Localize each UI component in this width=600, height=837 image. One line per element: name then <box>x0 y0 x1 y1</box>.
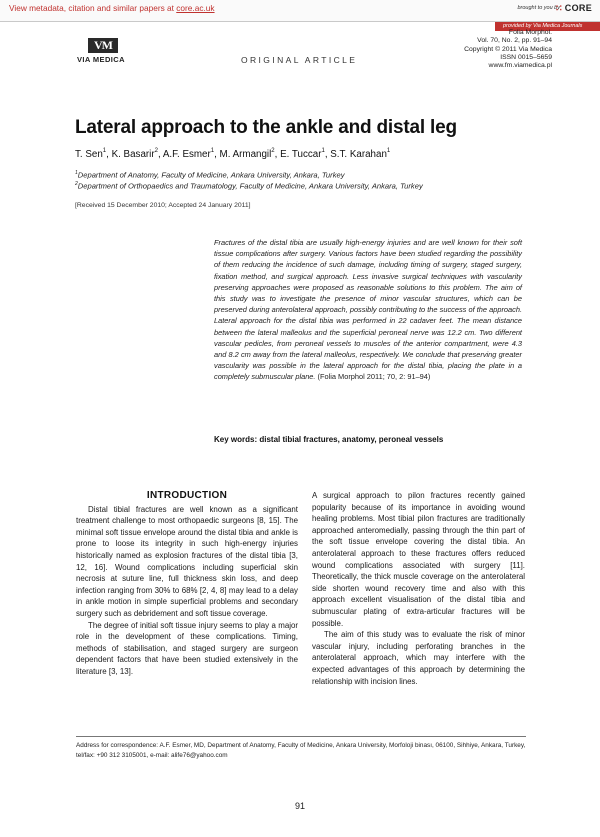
received-dates: [Received 15 December 2010; Accepted 24 January 2011] <box>75 202 251 209</box>
footnote-divider <box>76 736 526 737</box>
article-title: Lateral approach to the ankle and distal leg <box>75 117 457 138</box>
core-url-link[interactable]: core.ac.uk <box>176 3 215 13</box>
journal-volume: Vol. 70, No. 2, pp. 91–94 <box>477 37 552 45</box>
author-separator: , <box>157 149 163 160</box>
journal-copyright: Copyright © 2011 Via Medica <box>464 45 552 53</box>
author-separator: , <box>214 149 220 160</box>
author-name: A.F. Esmer <box>162 149 211 160</box>
core-logo-dot-icon: ∷ <box>555 3 565 13</box>
paragraph: Distal tibial fractures are well known as a significant treatment challenge to most orthopaedic surgeons [8, 15]. The minimal soft tissue envelope around the distal tibia and ankle is prone to loose its integrity in such high-energy injuries historically named as explosion fractures of the distal tibia [3, 12, 16]. Wound complications including superficial skin necrosis at suture line, full thickness skin loss, and deep infection ranging from 30% to 68% [2, 4, 8] may lead to a delay in ankle motion in simple superficial problems and secondary surgery such as debridement and soft tissue coverage. <box>76 504 298 618</box>
publisher-name: VIA MEDICA <box>77 55 125 64</box>
author-separator: , <box>324 149 331 160</box>
abstract-citation: (Folia Morphol 2011; 70, 2: 91–94) <box>315 372 431 382</box>
journal-website[interactable]: www.fm.viamedica.pl <box>488 62 552 70</box>
body-column-right <box>312 490 525 687</box>
author-affiliation-marker: 1 <box>210 148 215 154</box>
affiliation-2: $^2$Department of Orthopaedics and Traumatology, Faculty of Medicine, Ankara University, Ankara, Turkey <box>75 181 423 191</box>
via-medica-logo-icon: VM <box>88 38 118 53</box>
journal-issn: ISSN 0015–5659 <box>500 53 552 61</box>
abstract <box>214 237 522 383</box>
section-heading-introduction: INTRODUCTION <box>146 490 228 501</box>
author-name: K. Basarir <box>111 149 155 160</box>
core-logo[interactable]: ∷ CORE <box>555 3 592 13</box>
core-metadata-link[interactable]: View metadata, citation and similar papers at core.ac.uk <box>9 3 215 13</box>
author-name: T. Sen <box>75 149 103 160</box>
journal-name: Folia Morphol. <box>508 29 552 36</box>
author-separator: , <box>106 149 112 160</box>
paragraph: The degree of initial soft tissue injury seems to play a major role in the development of these complications. Timing, methods of stabilisation, and staged surgery are surgeon dependent factors that have been studied extensively in the literature [3, 13]. <box>76 620 298 676</box>
author-separator: , <box>274 149 281 160</box>
author-affiliation-marker: 1 <box>102 148 107 154</box>
author-affiliation-marker: 2 <box>271 148 275 154</box>
article-type: ORIGINAL ARTICLE <box>241 55 358 65</box>
correspondence-footnote: Address for correspondence: A.F. Esmer, MD, Department of Anatomy, Faculty of Medicine, Ankara University, Morfoloji binası, 06100, Sihhiye, Ankara, Turkey, tel/fax: +90 312 3105001, e-mail: alife76@yahoo.com <box>76 742 526 759</box>
brought-by-text: brought to you by <box>517 5 560 11</box>
provided-by-badge[interactable]: provided by Via Medica Journals <box>495 22 600 31</box>
journal-info <box>464 29 552 70</box>
author-affiliation-marker: 1 <box>321 148 325 154</box>
author-name: S.T. Karahan <box>330 149 387 160</box>
author-name: M. Armangil <box>219 149 272 160</box>
author-name: E. Tuccar <box>280 149 322 160</box>
author-affiliation-marker: 1 <box>386 148 391 154</box>
paragraph: A surgical approach to pilon fractures recently gained popularity because of its importance in avoiding wound healing problems. Most tibial pilon fractures are traditionally approached anteromedially, passing through the thin part of the soft tissue envelope covering the distal tibia. An anterolateral approach to these fractures offers reduced wound complications associated with surgery [11]. Theoretically, the thick muscle coverage on the anterolateral side shorten wound recovery time and also with this approach excellent visualisation of the distal tibia and submuscular plating of extra-articular fractures will be possible. <box>312 491 525 628</box>
author-affiliation-marker: 2 <box>154 148 158 154</box>
paragraph: The aim of this study was to evaluate the risk of minor vascular injury, including perforating branches in the anterolateral approach, which may interfere with the expected advantages of this approach by determining the relationship with incision lines. <box>312 630 525 686</box>
core-banner <box>0 0 600 22</box>
abstract-text: Fractures of the distal tibia are usually high-energy injuries and are well known for their soft tissue complications after surgery. Various factors have been studied regarding the possibility of them reducing the incidence of such damage, including timing of surgery, staged surgery, fixation method, and surgical approach. Less invasive surgical techniques with vascularity preserving approaches were proposed as reasonable solutions to this problem. The aim of this study was to investigate the presence of minor vascular structures, which can be preserved during anterolateral approach, possibly contributing to the success of the approach. Lateral approach for the distal tibia was performed in 22 cadaver feet. The mean distance between the lateral malleolus and the superficial peroneal nerve was 12.2 cm. Two different vascular pedicles, from peroneal vessels to muscles of the anterior compartment, were 4.3 and 8.2 cm away from the lateral malleolus, respectively. We conclude that preserving greater vascularity was possible in the lateral approach for the distal tibia, placing the plate in a completely submuscular plane. <box>214 238 522 382</box>
author-list <box>75 149 390 160</box>
page-number: 91 <box>294 801 305 811</box>
body-column-left <box>76 490 298 678</box>
affiliation-1: $^1$Department of Anatomy, Faculty of Medicine, Ankara University, Ankara, Turkey <box>75 170 345 180</box>
keywords: Key words: distal tibial fractures, anatomy, peroneal vessels <box>214 435 444 444</box>
